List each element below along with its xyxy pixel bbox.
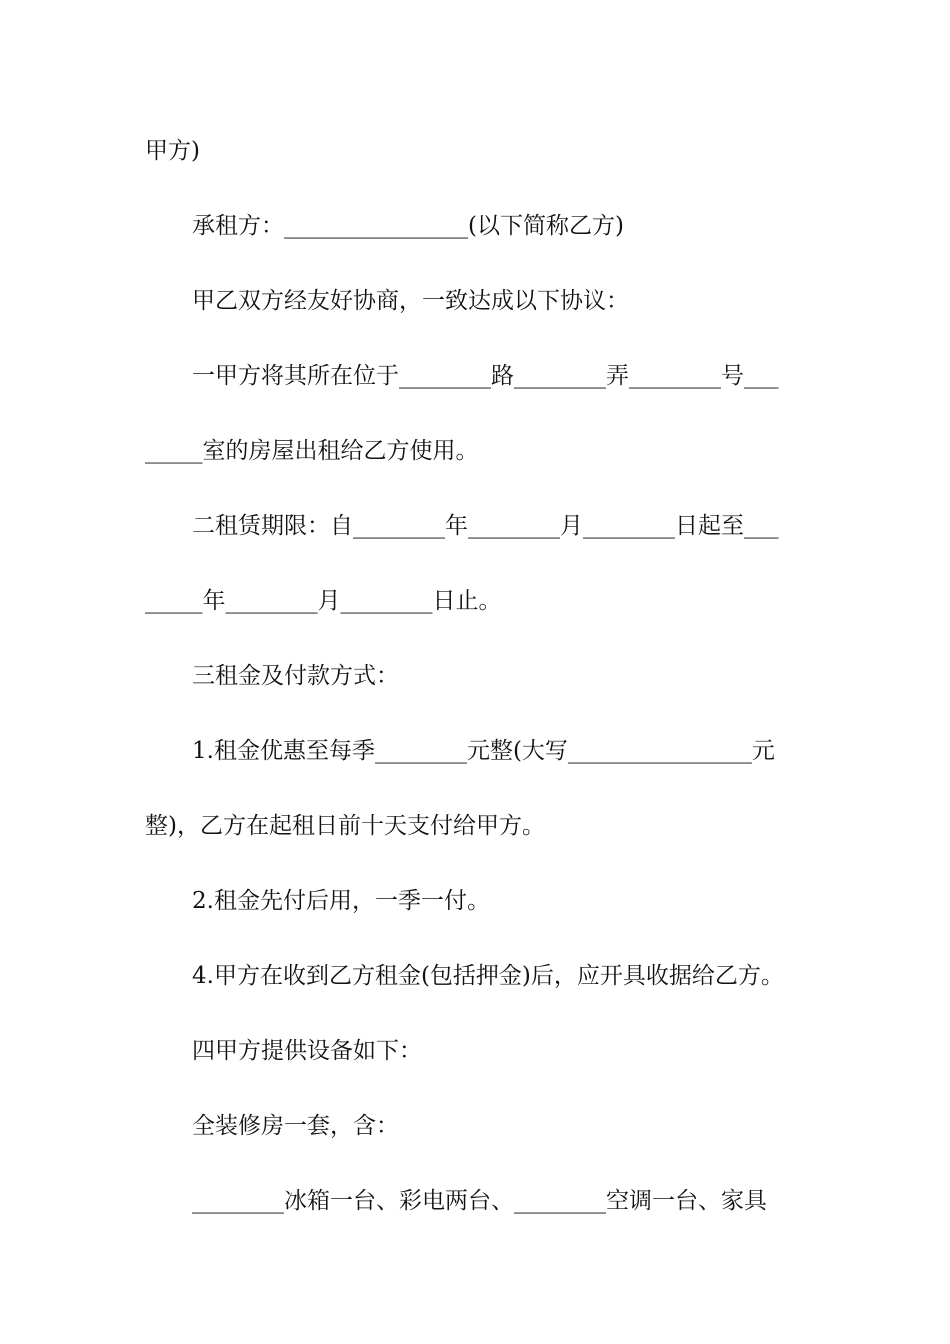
agreement-intro: 甲乙双方经友好协商，一致达成以下协议： [192, 288, 629, 314]
lessee-line: 承租方：________________(以下简称乙方) [192, 213, 624, 239]
text-line-1: 甲方) [145, 138, 200, 164]
clause-1-line-2: _____室的房屋出租给乙方使用。 [145, 438, 479, 464]
clause-3-heading: 三租金及付款方式： [192, 663, 399, 689]
clause-2-line-2: _____年________月________日止。 [145, 588, 502, 614]
clause-4-equipment: ________冰箱一台、彩电两台、________空调一台、家具 [192, 1188, 767, 1214]
clause-1-line-1: 一甲方将其所在位于________路________弄________号___ [192, 363, 779, 389]
clause-3-item-1-line-1: 1.租金优惠至每季________元整(大写________________元 [192, 738, 775, 764]
clause-3-item-2: 2.租金先付后用，一季一付。 [192, 888, 490, 914]
clause-3-item-1-line-2: 整)，乙方在起租日前十天支付给甲方。 [145, 813, 545, 839]
clause-2-line-1: 二租赁期限：自________年________月________日起至___ [192, 513, 779, 539]
clause-4-intro: 全装修房一套，含： [192, 1113, 399, 1139]
clause-3-item-4: 4.甲方在收到乙方租金(包括押金)后，应开具收据给乙方。 [192, 963, 784, 989]
clause-4-heading: 四甲方提供设备如下： [192, 1038, 422, 1064]
